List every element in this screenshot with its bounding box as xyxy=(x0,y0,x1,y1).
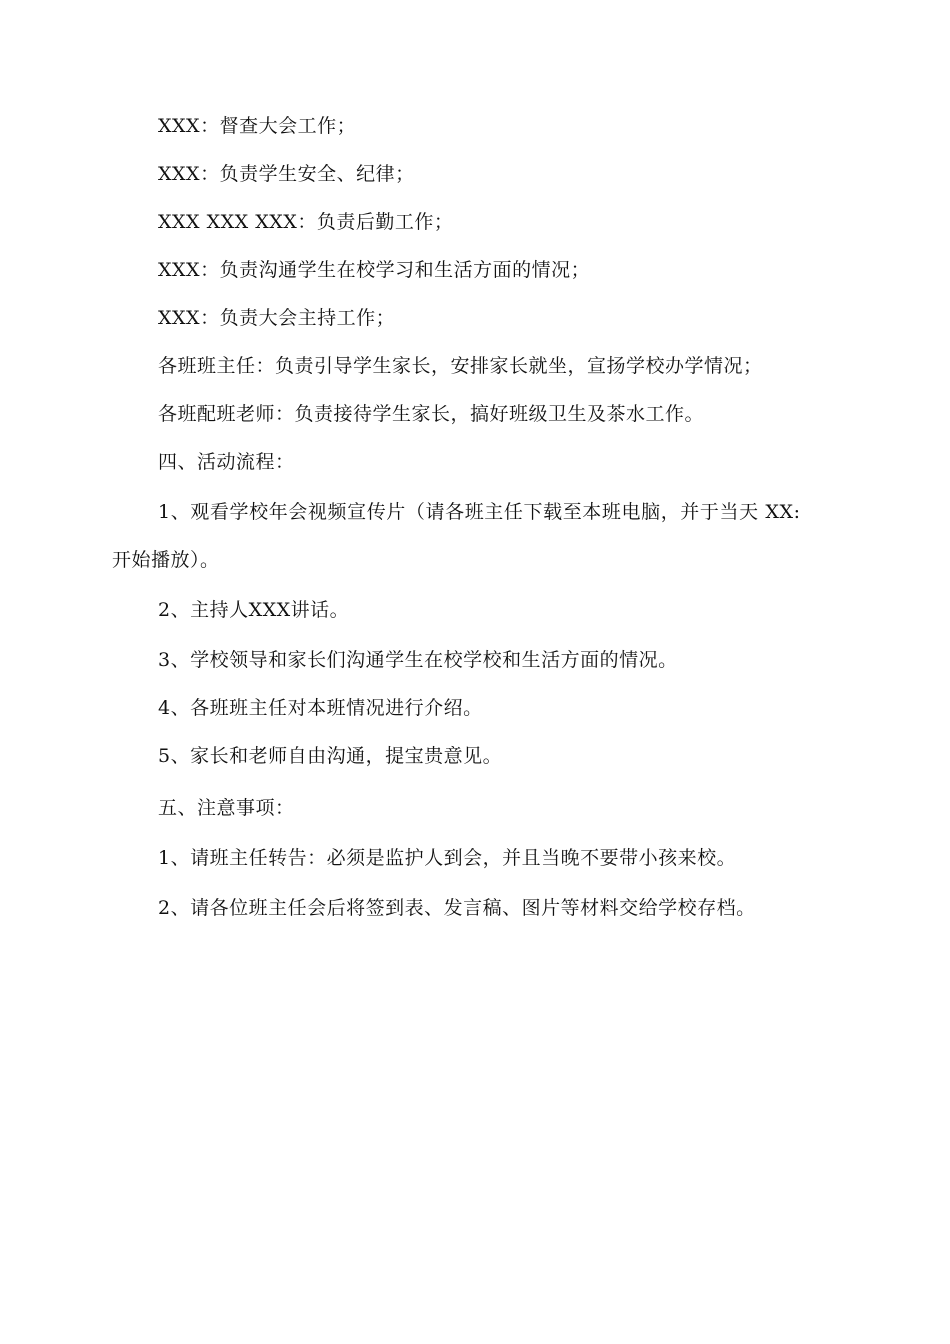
role-line-head-teachers: 各班班主任：负责引导学生家长，安排家长就坐，宣扬学校办学情况； xyxy=(158,355,763,377)
flow-item-1-line-1: 1、观看学校年会视频宣传片（请各班主任下载至本班电脑，并于当天 XX: xyxy=(158,501,801,523)
section-heading-activity-flow: 四、活动流程： xyxy=(158,451,295,473)
notes-item-2: 2、请各位班主任会后将签到表、发言稿、图片等材料交给学校存档。 xyxy=(158,897,756,919)
role-line-communication: XXX：负责沟通学生在校学习和生活方面的情况； xyxy=(158,259,591,281)
role-line-supervision: XXX：督查大会工作； xyxy=(158,115,357,137)
role-line-assistant-teachers: 各班配班老师：负责接待学生家长，搞好班级卫生及茶水工作。 xyxy=(158,403,705,425)
flow-item-2: 2、主持人XXX讲话。 xyxy=(158,599,350,621)
role-line-safety: XXX：负责学生安全、纪律； xyxy=(158,163,415,185)
section-heading-notes: 五、注意事项： xyxy=(158,797,295,819)
notes-item-1: 1、请班主任转告：必须是监护人到会，并且当晚不要带小孩来校。 xyxy=(158,847,737,869)
flow-item-3: 3、学校领导和家长们沟通学生在校学校和生活方面的情况。 xyxy=(158,649,678,671)
flow-item-4: 4、各班班主任对本班情况进行介绍。 xyxy=(158,697,483,719)
role-line-logistics: XXX XXX XXX：负责后勤工作； xyxy=(158,211,454,233)
role-line-host: XXX：负责大会主持工作； xyxy=(158,307,396,329)
flow-item-1-line-2: 开始播放）。 xyxy=(112,549,220,571)
flow-item-5: 5、家长和老师自由沟通，提宝贵意见。 xyxy=(158,745,503,767)
